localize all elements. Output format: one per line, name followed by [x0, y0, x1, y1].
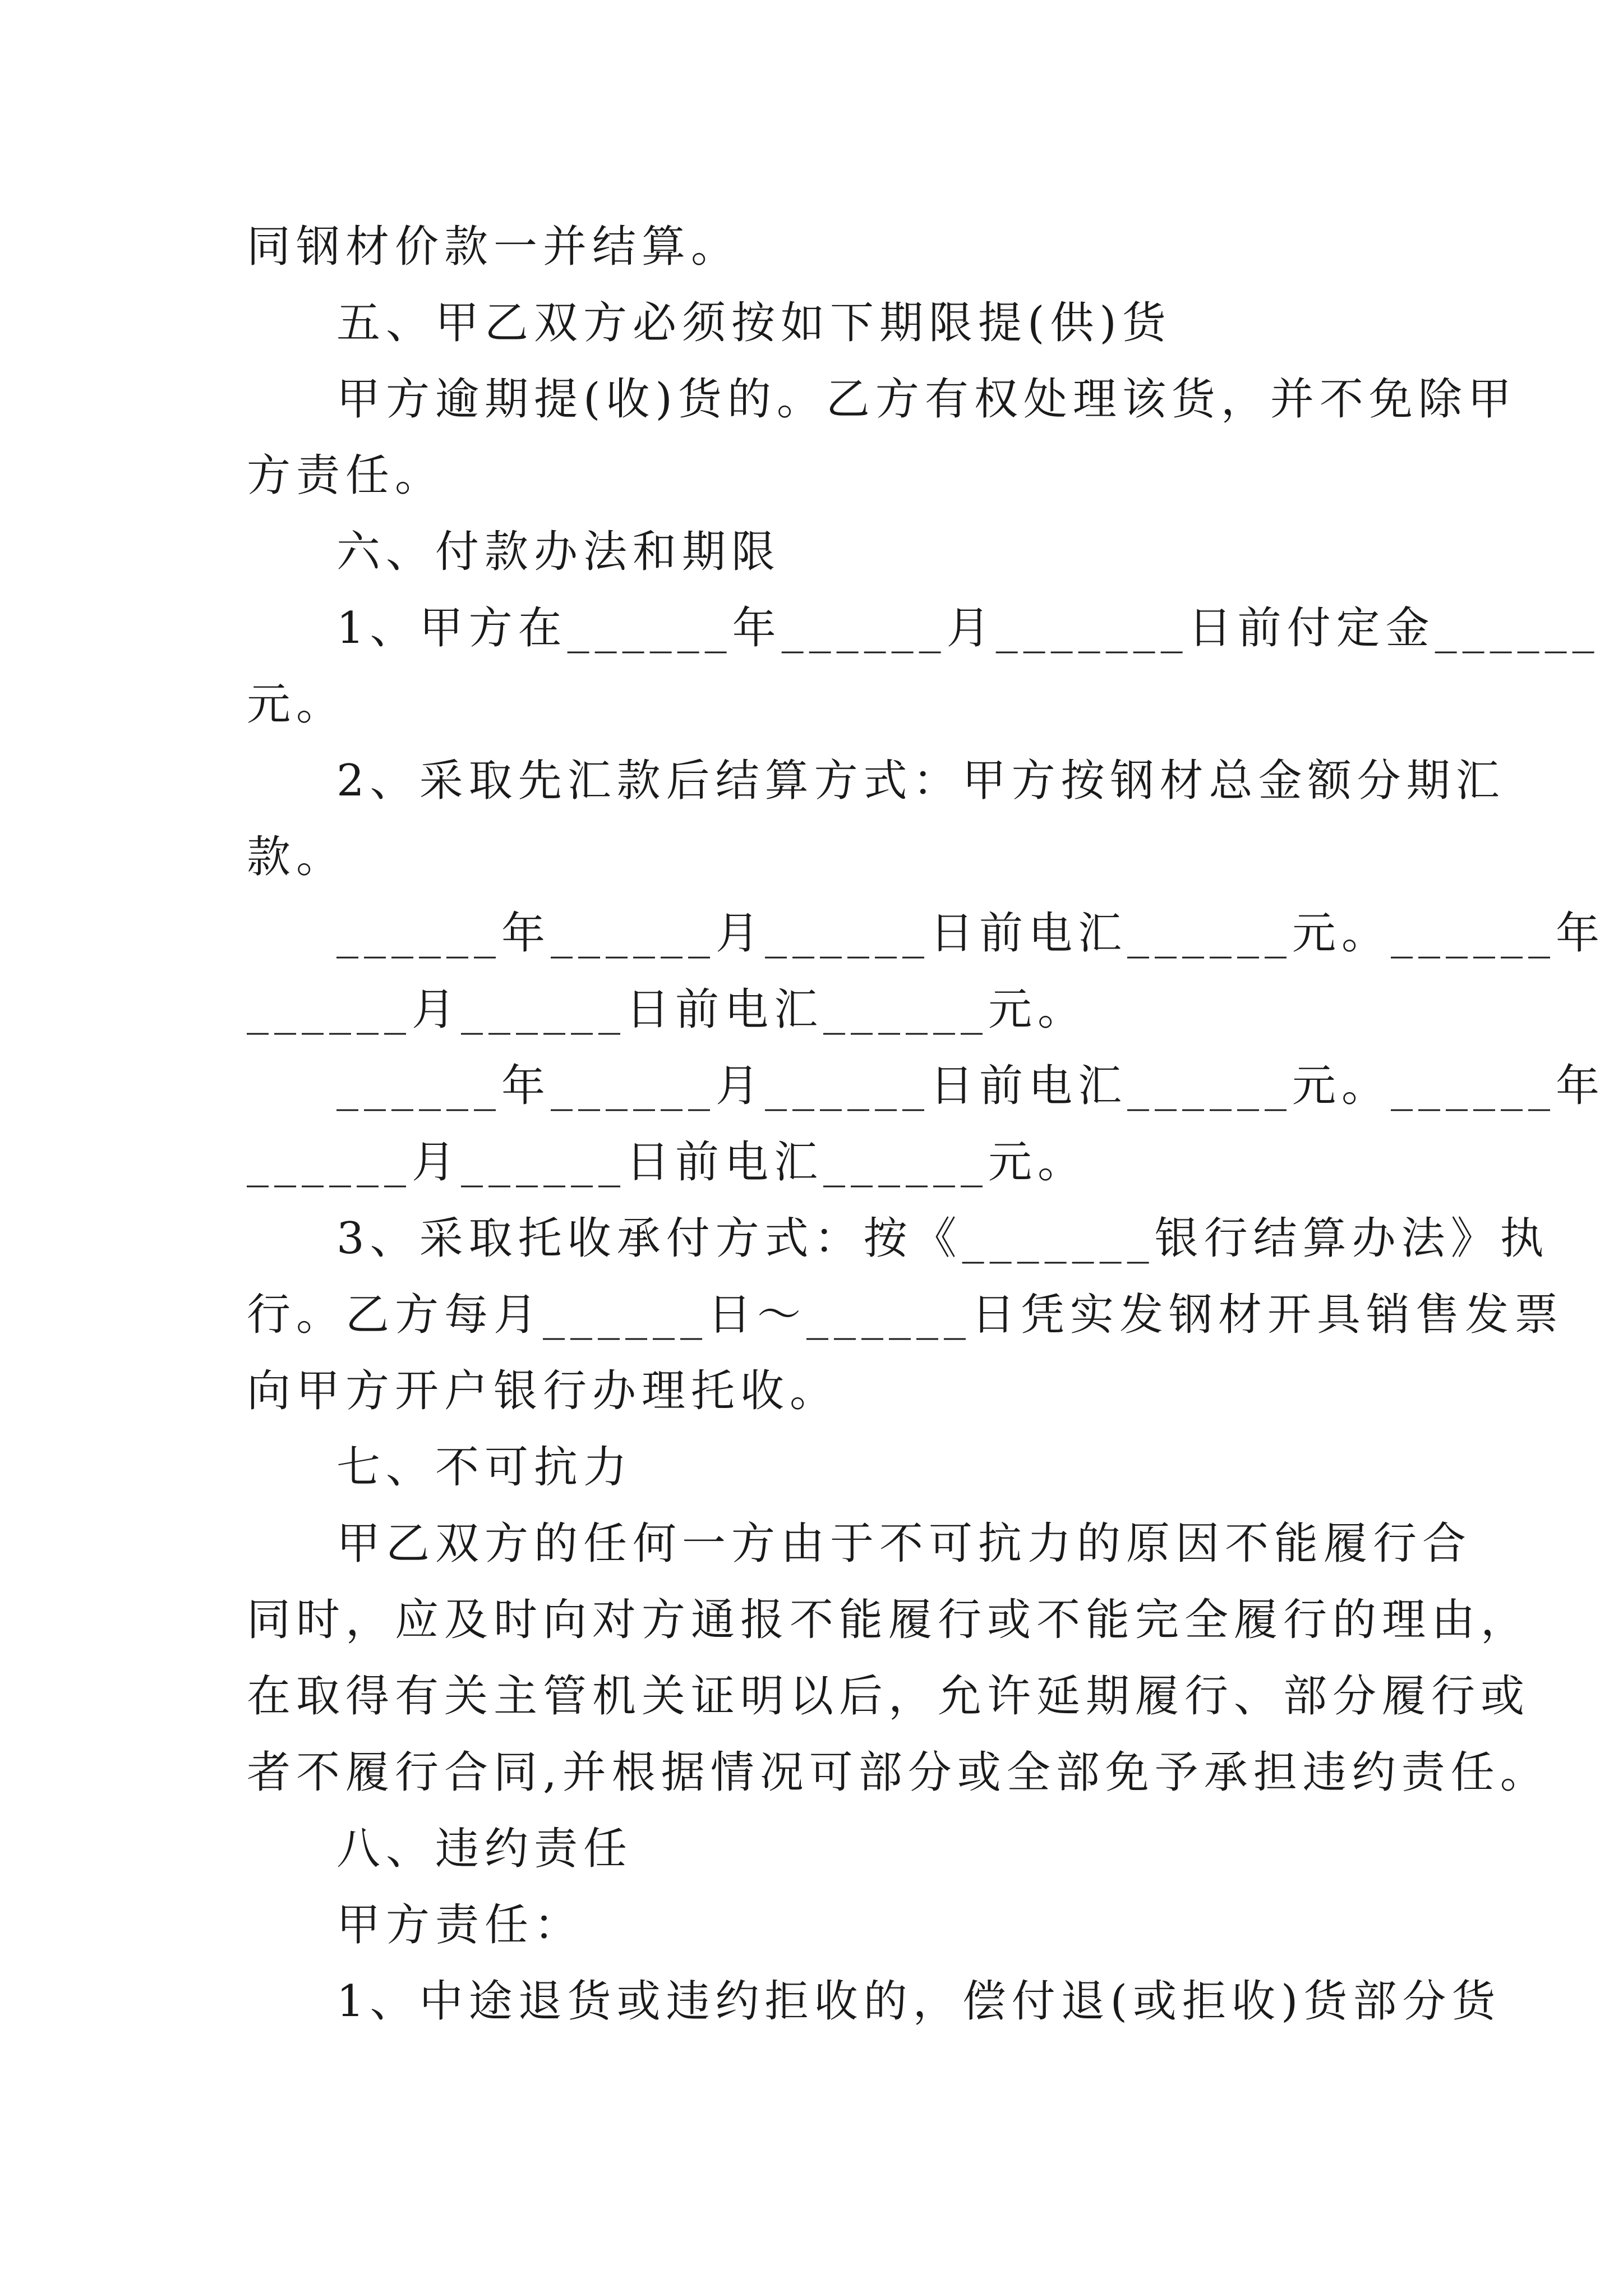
text-line: 2、采取先汇款后结算方式：甲方按钢材总金额分期汇	[336, 756, 1505, 806]
text-line: 元。	[247, 679, 346, 730]
text-line: 款。	[247, 832, 346, 882]
text-line: ______月______日前电汇______元。	[247, 984, 1087, 1035]
section-heading: 六、付款办法和期限	[336, 527, 781, 577]
text-line: 3、采取托收承付方式：按《_______银行结算办法》执	[336, 1213, 1550, 1264]
text-line: 1、中途退货或违约拒收的，偿付退(或拒收)货部分货	[336, 1976, 1501, 2027]
section-heading: 八、违约责任	[336, 1824, 633, 1874]
text-line: 者不履行合同,并根据情况可部分或全部免予承担违约责任。	[247, 1747, 1550, 1798]
text-line: 同钢材价款一并结算。	[247, 222, 741, 272]
text-line: ______月______日前电汇______元。	[247, 1137, 1087, 1188]
text-line: 向甲方开户银行办理托收。	[247, 1366, 840, 1416]
text-line: 五、甲乙双方必须按如下期限提(供)货	[336, 298, 1172, 348]
text-line: 甲方责任：	[336, 1900, 584, 1950]
text-line: 行。乙方每月______日～______日凭实发钢材开具销售发票	[247, 1290, 1564, 1340]
text-line: ______年______月______日前电汇______元。______年	[336, 1061, 1606, 1111]
text-line: 甲乙双方的任何一方由于不可抗力的原因不能履行合	[336, 1519, 1472, 1569]
text-line: 在取得有关主管机关证明以后，允许延期履行、部分履行或	[247, 1671, 1530, 1722]
text-line: 甲方逾期提(收)货的。乙方有权处理该货，并不免除甲	[336, 374, 1517, 425]
text-line: 同时，应及时向对方通报不能履行或不能完全履行的理由，	[247, 1595, 1530, 1645]
text-line: 1、甲方在______年______月_______日前付定金______	[336, 603, 1600, 654]
text-line: 方责任。	[247, 450, 445, 501]
section-heading: 七、不可抗力	[336, 1442, 633, 1493]
text-line: ______年______月______日前电汇______元。______年	[336, 908, 1606, 959]
